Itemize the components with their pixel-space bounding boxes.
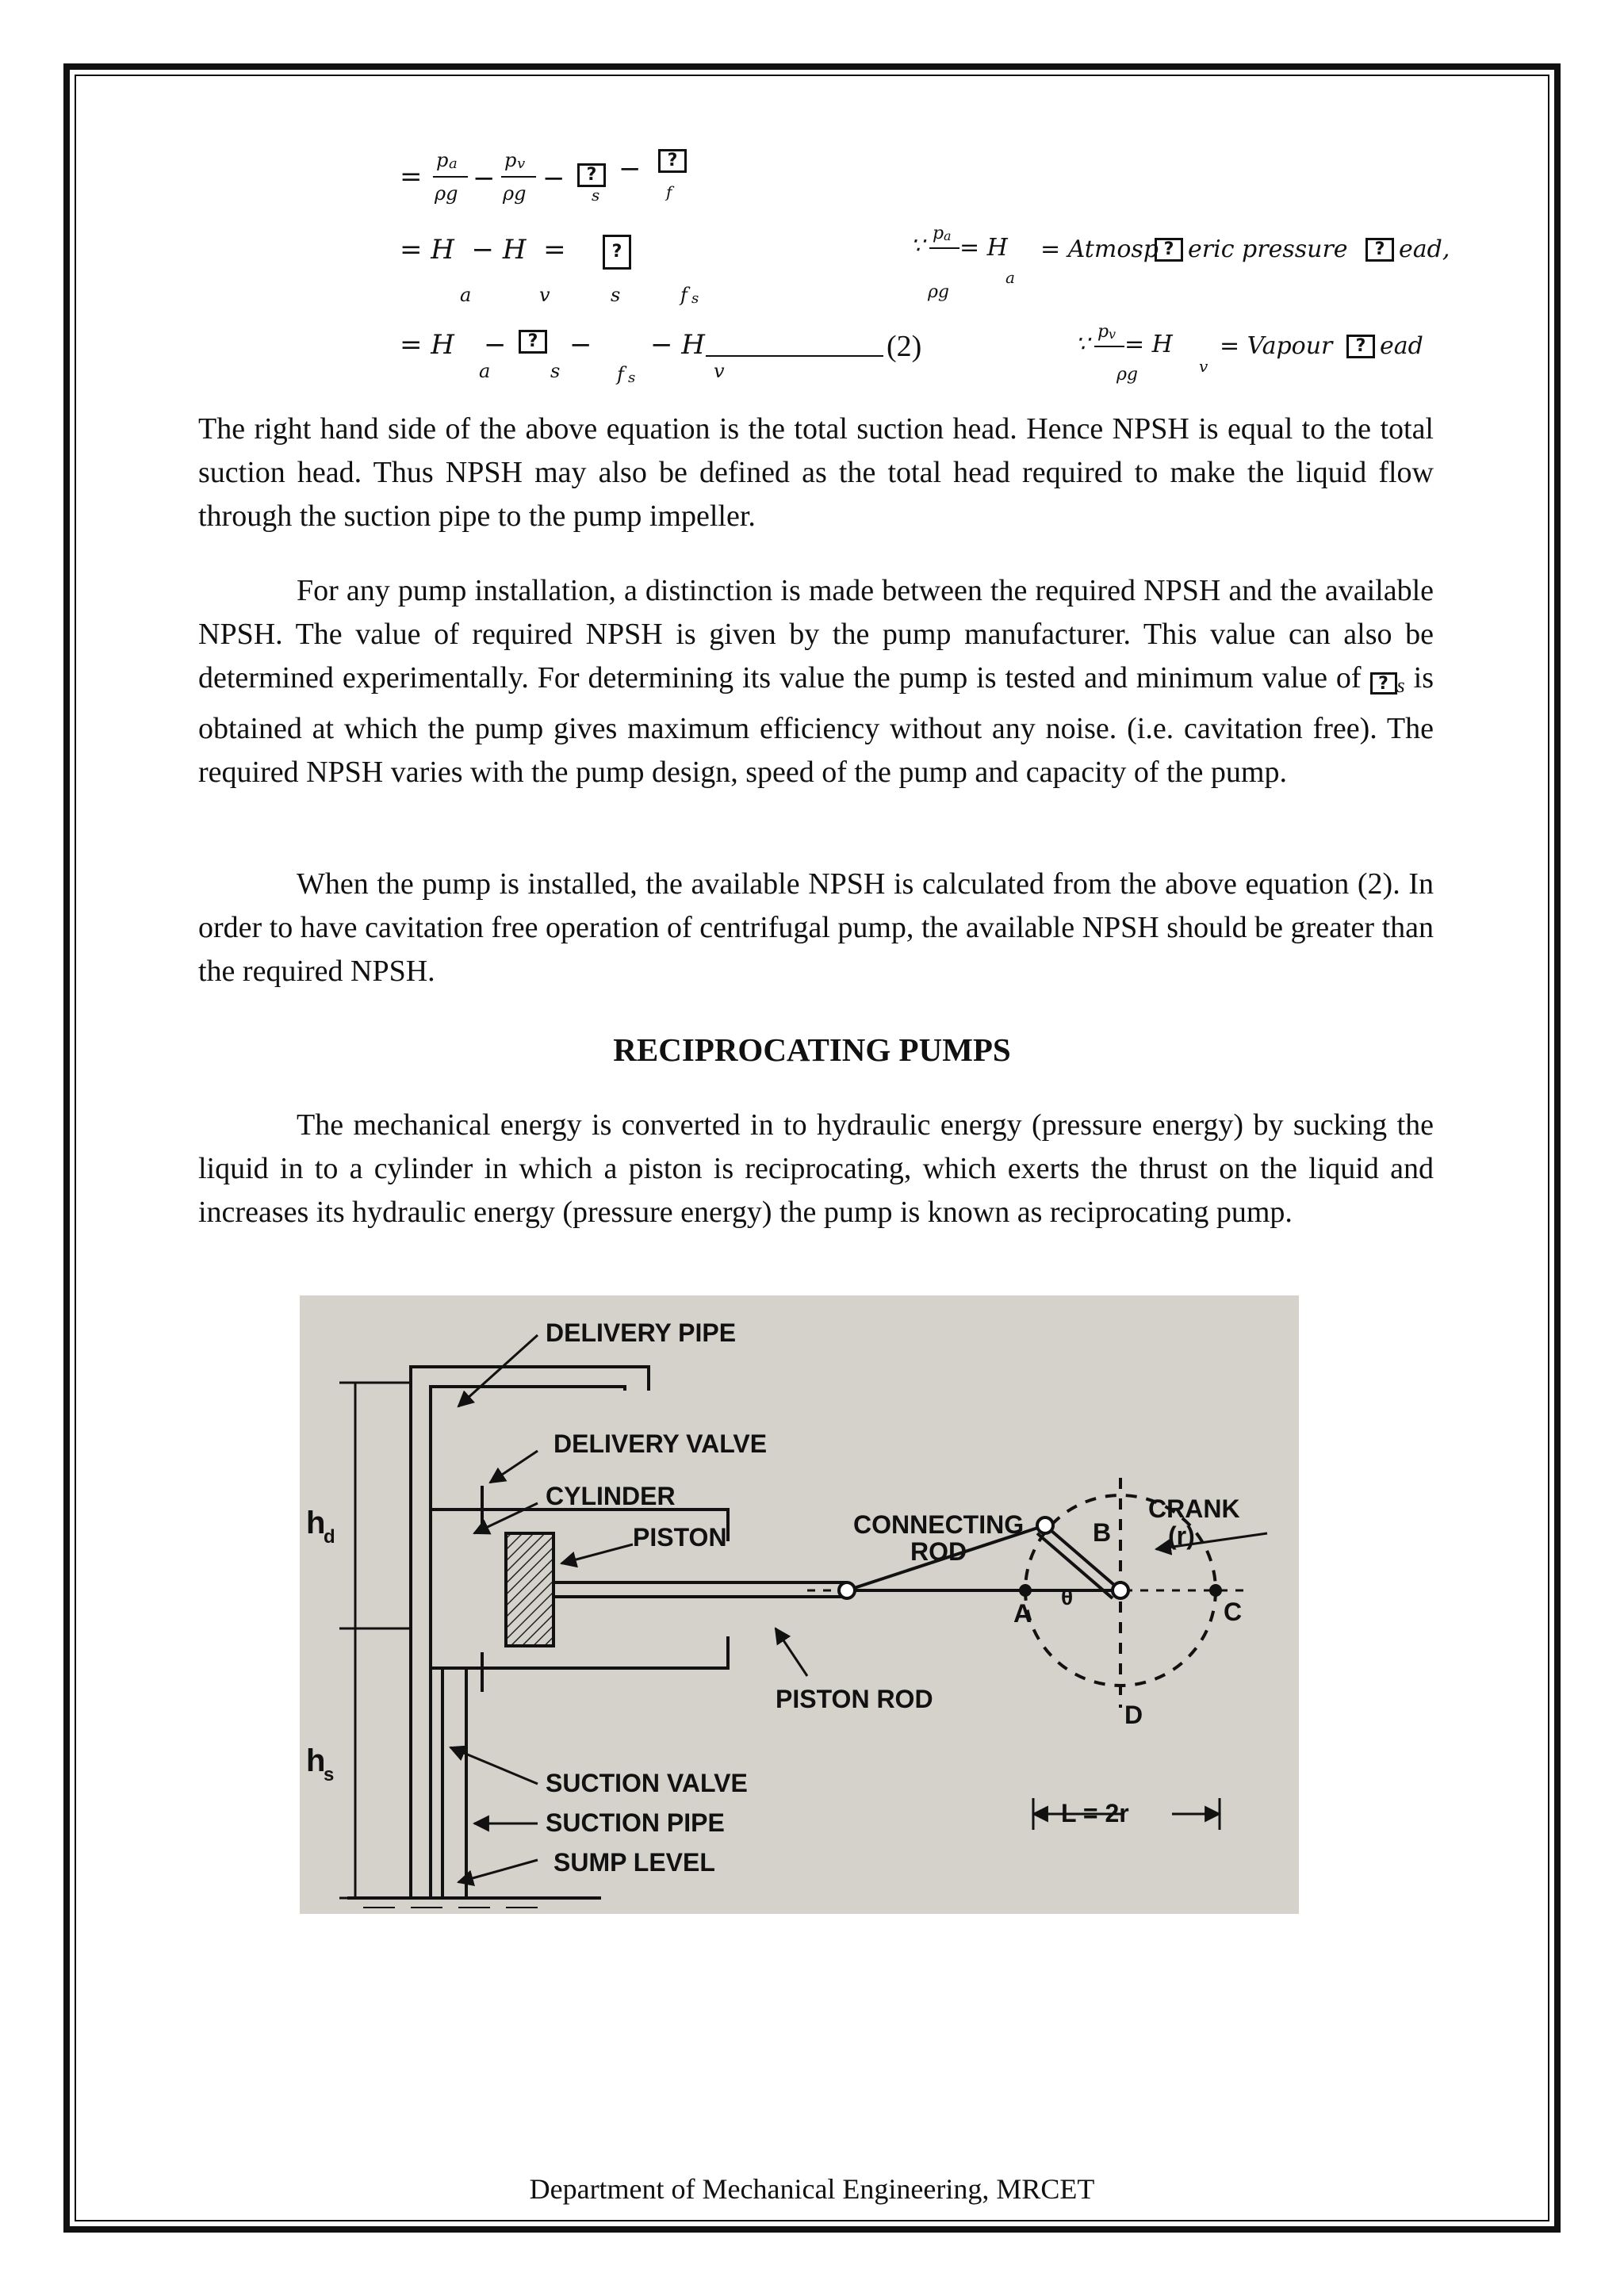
label-piston: PISTON	[633, 1523, 727, 1552]
label-b: B	[1093, 1518, 1112, 1547]
label-rod: ROD	[910, 1537, 967, 1566]
label-c: C	[1224, 1598, 1243, 1626]
label-hs-sub: s	[324, 1764, 335, 1785]
missing-glyph-icon: ?	[1346, 335, 1375, 358]
label-hd-sub: d	[324, 1526, 335, 1548]
fraction-bar	[501, 176, 536, 178]
label-crank-r: (r)	[1168, 1521, 1195, 1550]
label-hs: h	[306, 1743, 326, 1778]
piston	[506, 1533, 553, 1646]
label-connecting: CONNECTING	[853, 1510, 1025, 1539]
paragraph-required-available-npsh: For any pump installation, a distinction is made between the required NPSH and the available NPSH. The value of required NPSH is given by the pump manufacturer. This value can also be determined experimentally. For determining its value the pump is tested and minimum value of ? s is obtained at which the pump gives maximum efficiency without any noise. (i.e. cavitation free). The required NPSH varies with the pump design, speed of the pump and capacity of the pump.	[198, 574, 1434, 789]
missing-glyph-icon: ?	[1155, 238, 1183, 262]
label-delivery-pipe: DELIVERY PIPE	[546, 1318, 737, 1347]
missing-glyph-icon: ?	[1365, 238, 1394, 262]
label-a: A	[1013, 1599, 1032, 1628]
label-suction-valve: SUCTION VALVE	[546, 1769, 748, 1797]
label-length: L = 2r	[1061, 1799, 1129, 1827]
label-delivery-valve: DELIVERY VALVE	[553, 1429, 768, 1458]
equation-underline	[706, 355, 883, 357]
label-theta: θ	[1061, 1585, 1074, 1609]
label-suction-pipe: SUCTION PIPE	[546, 1808, 725, 1837]
section-heading: RECIPROCATING PUMPS	[613, 1031, 1011, 1068]
page-footer: Department of Mechanical Engineering, MRCET	[529, 2173, 1095, 2205]
missing-glyph-icon: ?	[1370, 672, 1397, 695]
paragraph-npsh-definition: The right hand side of the above equation is the total suction head. Hence NPSH is equal to the total suction head. Thus NPSH may also be defined as the total head required to make the liquid flow through the suction pipe to the pump impeller.	[198, 412, 1434, 533]
label-sump-level: SUMP LEVEL	[553, 1848, 715, 1877]
fraction-bar	[433, 176, 468, 178]
label-piston-rod: PISTON ROD	[776, 1685, 933, 1713]
label-crank: CRANK	[1148, 1494, 1240, 1523]
paragraph-reciprocating-pump-definition: The mechanical energy is converted in to hydraulic energy (pressure energy) by sucking the liquid in to a cylinder in which a piston is reciprocating, which exerts the thrust on the liquid and increases its hydraulic energy (pressure energy) the pump is known as reciprocating pump.	[198, 1108, 1434, 1229]
paragraph-available-npsh: When the pump is installed, the available NPSH is calculated from the above equation (2). In order to have cavitation free operation of centrifugal pump, the available NPSH should be greater than the required NPSH.	[198, 867, 1434, 988]
label-d: D	[1124, 1701, 1143, 1729]
missing-glyph-icon: ?	[603, 235, 631, 270]
missing-glyph-icon: ?	[577, 163, 606, 187]
missing-glyph-icon: ?	[519, 330, 547, 354]
label-cylinder: CYLINDER	[546, 1482, 676, 1510]
fraction-bar	[929, 247, 959, 249]
label-hd: h	[306, 1506, 326, 1540]
reciprocating-pump-diagram	[300, 1295, 1299, 1914]
fraction-bar	[1094, 346, 1124, 347]
missing-glyph-icon: ?	[658, 149, 687, 173]
